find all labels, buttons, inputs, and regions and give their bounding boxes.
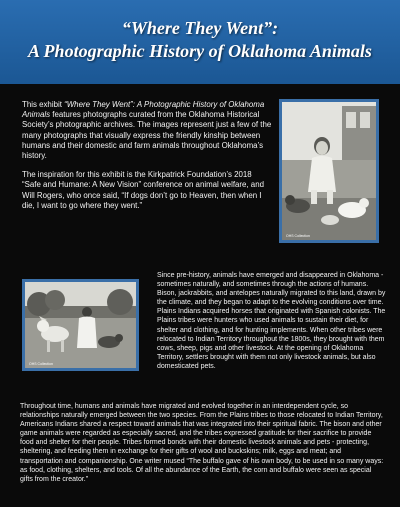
photo-woman-with-animals [22, 279, 139, 371]
header-banner [0, 0, 400, 84]
intro-lead: This exhibit [22, 100, 65, 109]
photo-woman-with-animals-image [25, 282, 136, 368]
intro-section [22, 100, 272, 220]
intro-paragraph-2: The inspiration for this exhibit is the Kirkpatrick Foundation’s 2018 “Safe and Humane: A New Vision” conference on animal welfare, and Will Rogers, who once said, “If dogs don’t go to Heaven, then when I die, I want to go where they went.” [22, 170, 264, 210]
intro-rest: features photographs curated from the Oklahoma Historical Society’s photographic archives. The images represent just a few of the many photographs that visually express the friendly kinship between humans and their domestic and farm animals throughout Oklahoma’s history. [22, 110, 272, 161]
prehistory-paragraph: Since pre-history, animals have emerged and disappeared in Oklahoma - sometimes naturally, and sometimes through the actions of humans. Bison, jackrabbits, and antelopes naturally migrated to this land, drawn by the climate, and they began to adapt to the evolving conditions over time. Plains Indians acquired horses that originated with Spanish colonists. The Plains tribes were hunters who used animals to sustain their diet, for shelter and clothing, and for hunting implements. When other tribes were relocated to Indian Territory throughout the 1800s, they brought with them cows, sheep, pigs and other livestock. At the opening of Oklahoma Territory, settlers brought with them not only livestock animals, but also domesticated pets. [157, 272, 386, 370]
exhibit-title-line2: A Photographic History of Oklahoma Animals [28, 41, 372, 61]
relationships-paragraph: Throughout time, humans and animals have migrated and evolved together in an interdependent cycle, so relationships naturally emerged between the two species. From the Plains tribes to those relocated to Indian Territory, Americans Indians shared a respect toward animals that was integrated into their spiritual fabric. The bison and other game animals were regarded as especially sacred, and the tribes expressed gratitude for their sacrifice to provide food and shelter for their people. Tribes formed bonds with their domestic livestock animals and pets - protecting, sheltering, and feeding them in exchange for their gifts of wool and buckskins; milk, eggs and meat; and transportation and companionship. One writer mused “The buffalo gave of his own body, to be used in so many ways: as food, clothing, shelters, and tools. Of all the abundance of the Earth, the corn and buffalo were seen as special gifts from the creator.” [20, 403, 384, 483]
exhibit-title-line1: “Where They Went”: [121, 18, 279, 38]
photo-2-caption: OHS Collection [29, 362, 53, 366]
intro-exhibit-title: “Where They Went”: A Photographic History of Oklahoma Animals [22, 100, 265, 120]
photo-child-with-pets [279, 99, 379, 243]
photo-child-with-pets-drawing [282, 102, 376, 240]
intro-paragraph-1 [22, 100, 272, 161]
photo-child-with-pets-image [282, 102, 376, 240]
photo-woman-with-animals-drawing [25, 282, 136, 368]
photo-1-caption: OHS Collection [286, 234, 310, 238]
